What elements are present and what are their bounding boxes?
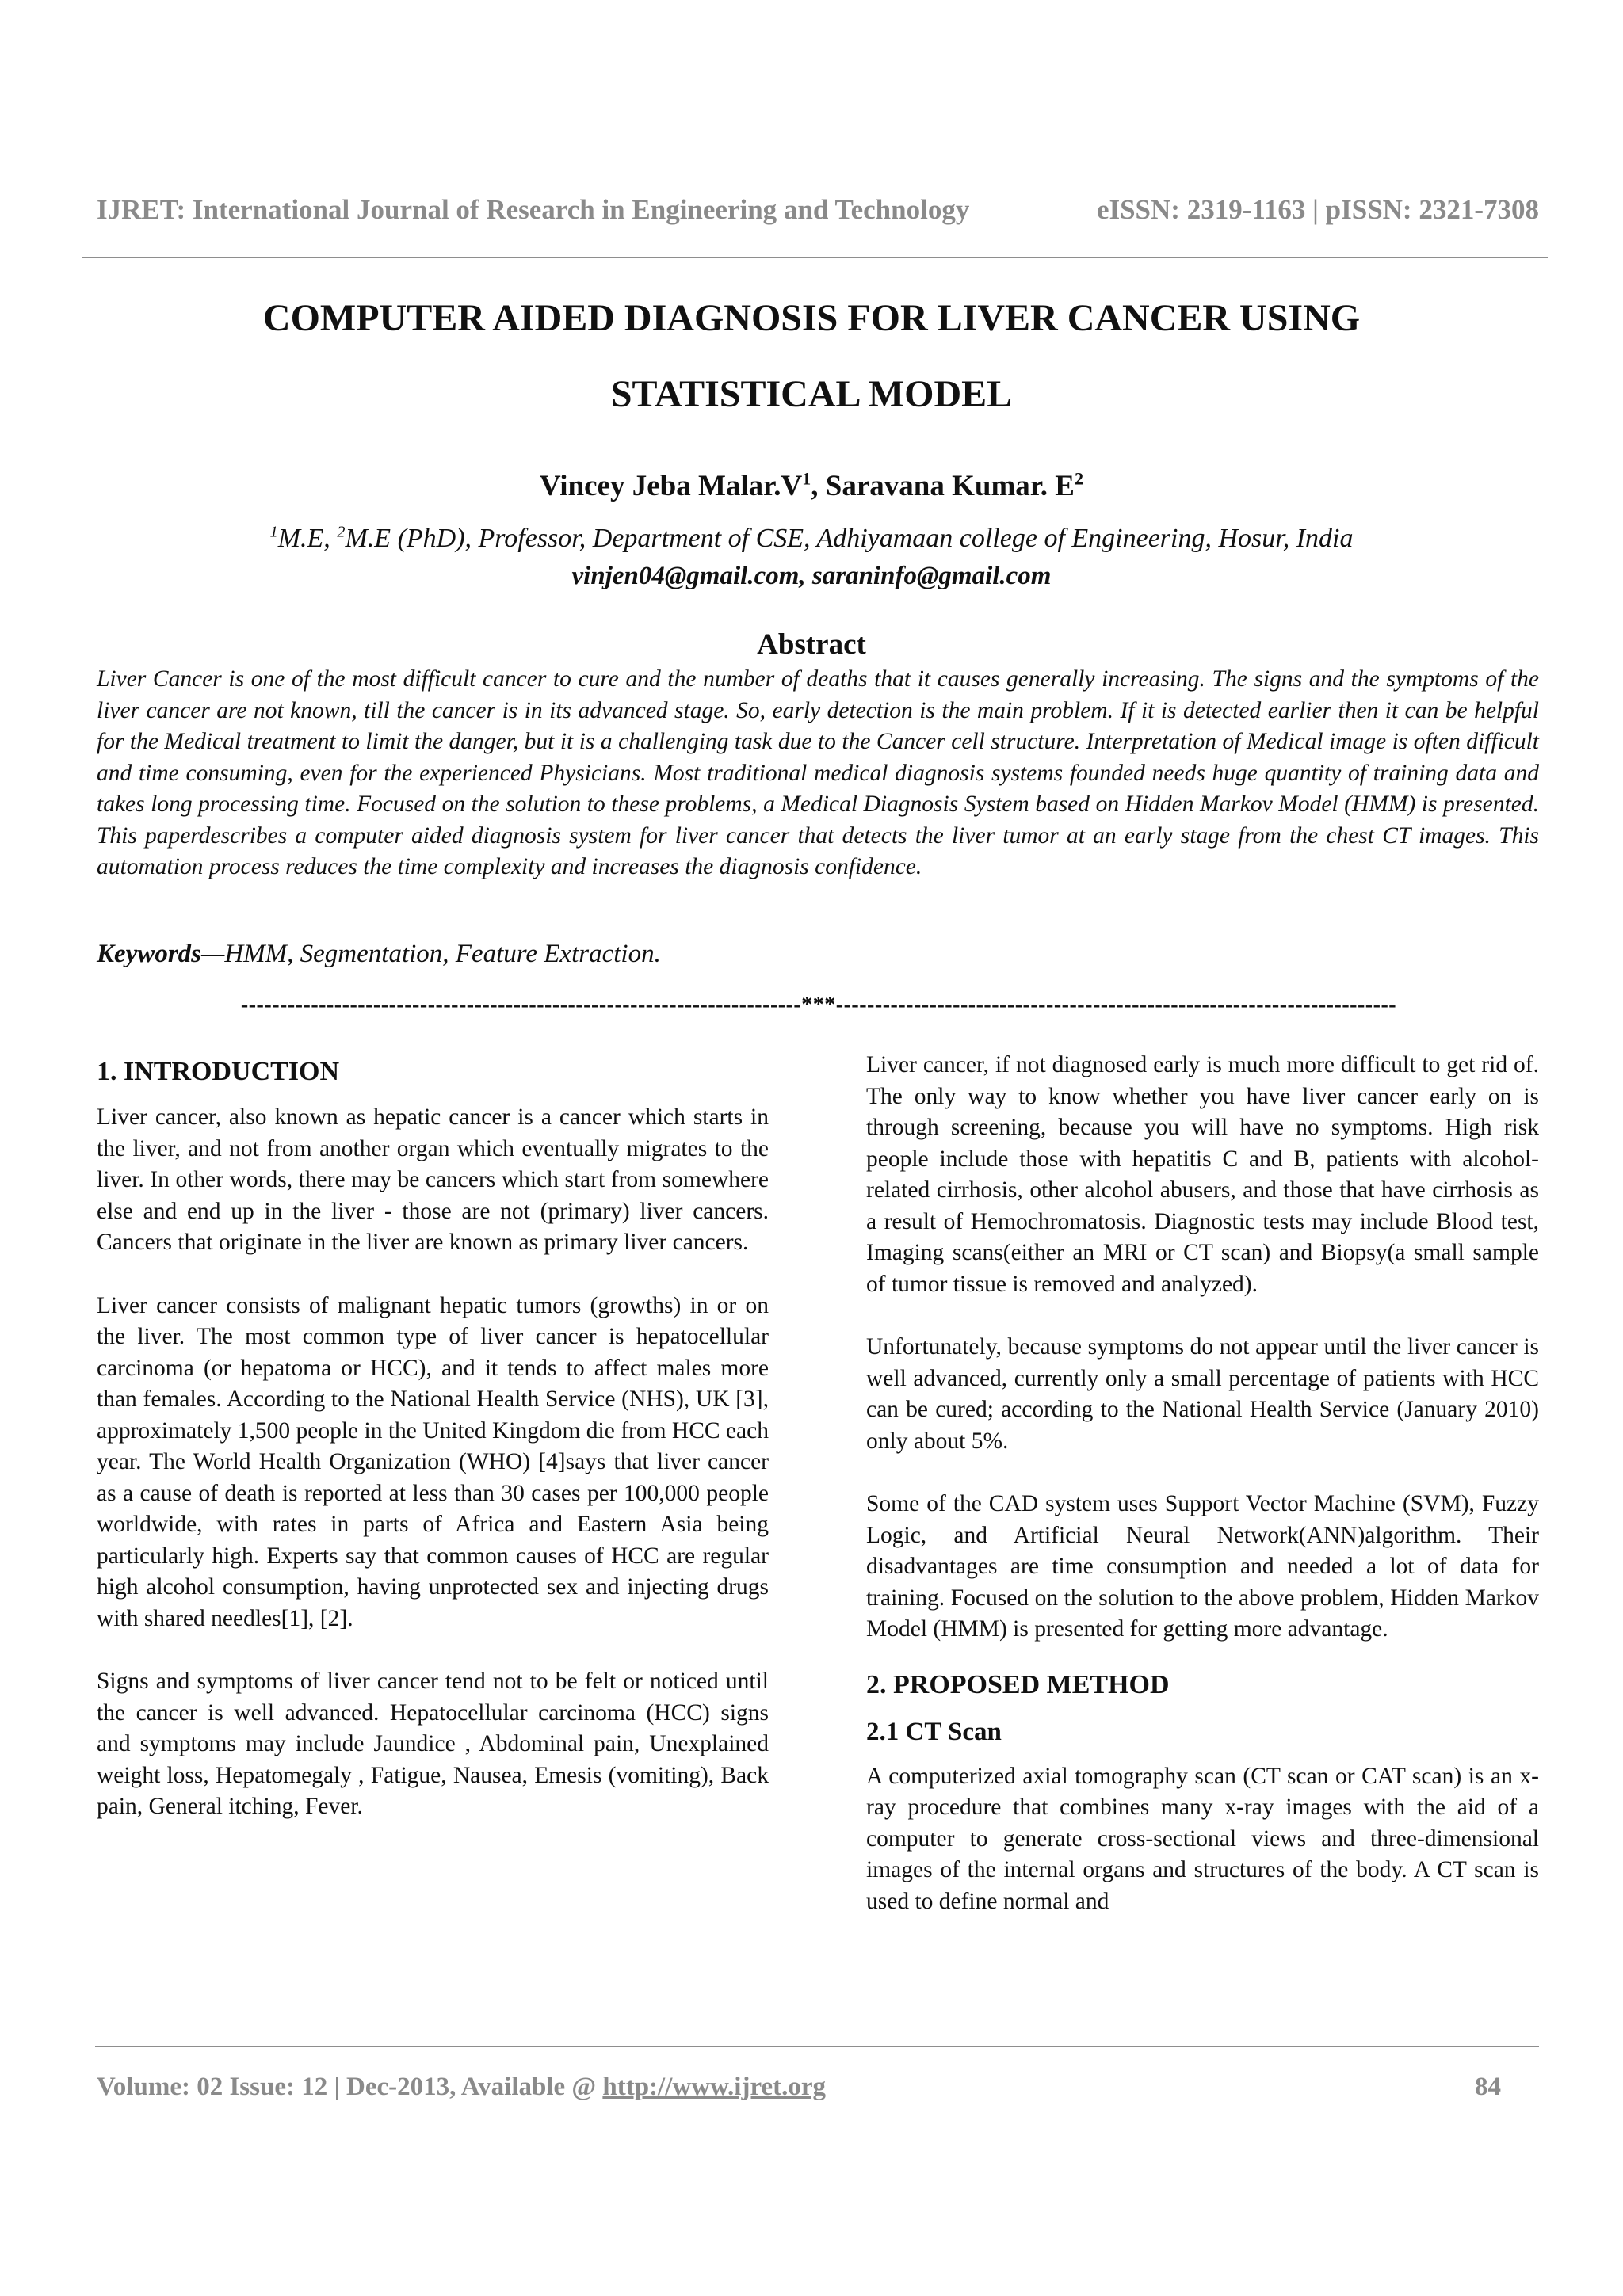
intro-paragraph-1: Liver cancer, also known as hepatic cancer is a cancer which starts in the liver, and not from another organ which eventually migrates to the liver. In other words, there may be cancers which start from somewhere else and end up in the liver - those are not (primary) liver cancers. Cancers that originate in the liver are known as primary liver cancers. (97, 1104, 769, 1255)
affil-details: M.E (PhD), Professor, Department of CSE, Adhiyamaan college of Engineering, Hosur, India (345, 524, 1354, 553)
footer-rule (95, 2046, 1539, 2047)
author-list (0, 468, 1623, 505)
author-emails (0, 560, 1623, 592)
intro-paragraph-6: Some of the CAD system uses Support Vector Machine (SVM), Fuzzy Logic, and Artificial Neural Network(ANN)algorithm. Their disadvantages are time consumption and needed a lot of data for training. Focused on the solution to the above problem, Hidden Markov Model (HMM) is presented for getting more advantage. (866, 1491, 1539, 1642)
affil-mark-2: 2 (337, 523, 346, 541)
header-rule (82, 257, 1548, 258)
keywords-line (97, 938, 1539, 970)
page-number: 84 (1475, 2073, 1501, 2101)
journal-url-link[interactable]: http://www.ijret.org (602, 2073, 827, 2101)
ct-scan-paragraph: A computerized axial tomography scan (CT scan or CAT scan) is an x-ray procedure that combines many x-ray images with the aid of a computer to generate cross-sectional views and three-dimensional images of the internal organs and structures of the body. A CT scan is used to define normal and (866, 1763, 1539, 1914)
proposed-method-heading: 2. PROPOSED METHOD (866, 1669, 1170, 1699)
intro-paragraph-2: Liver cancer consists of malignant hepatic tumors (growths) in or on the liver. The most common type of liver cancer is hepatocellular carcinoma (or hepatoma or HCC), and it tends to affect males more than females. According to the National Health Service (NHS), UK [3], approximately 1,500 people in the United Kingdom die from HCC each year. The World Health Organization (WHO) [4]says that liver cancer as a cause of death is reported at less than 30 cases per 100,000 people worldwide, with rates in parts of Africa and Eastern Asia being particularly high. Experts say that common causes of HCC are regular high alcohol consumption, having unprotected sex and injecting drugs with shared needles[1], [2]. (97, 1292, 769, 1631)
intro-paragraph-5: Unfortunately, because symptoms do not appear until the liver cancer is well advanced, currently only a small percentage of patients with HCC can be cured; according to the National Health Service (January 2010) only about 5%. (866, 1334, 1539, 1454)
abstract-text: Liver Cancer is one of the most difficult cancer to cure and the number of deaths that it causes generally increasing. The signs and the symptoms of the liver cancer are not known, till the cancer is in its advanced stage. So, early detection is the main problem. If it is detected earlier then it can be helpful for the Medical treatment to limit the danger, but it is a challenging task due to the Cancer cell structure. Interpretation of Medical image is often difficult and time consuming, even for the experienced Physicians. Most traditional medical diagnosis systems founded needs huge quantity of training data and takes long processing time. Focused on the solution to these problems, a Medical Diagnosis System based on Hidden Markov Model (HMM) is presented. This paperdescribes a computer aided diagnosis system for liver cancer that detects the liver tumor at an early stage from the chest CT images. This automation process reduces the time complexity and increases the diagnosis confidence. (97, 666, 1539, 879)
author-1-affil-mark: 1 (802, 468, 812, 489)
introduction-heading: 1. INTRODUCTION (97, 1057, 340, 1086)
author-separator: , (811, 470, 826, 502)
intro-paragraph-4: Liver cancer, if not diagnosed early is much more difficult to get rid of. The only way to know whether you have liver cancer early on is through screening, because you will have no symptoms. High risk people include those with hepatitis C and B, patients with alcohol-related cirrhosis, other alcohol abusers, and those that have cirrhosis as a result of Hemochromatosis. Diagnostic tests may include Blood test, Imaging scans(either an MRI or CT scan) and Biopsy(a small sample of tumor tissue is removed and analyzed). (866, 1052, 1539, 1297)
intro-paragraph-3: Signs and symptoms of liver cancer tend not to be felt or noticed until the cancer is well advanced. Hepatocellular carcinoma (HCC) signs and symptoms may include Jaundice , Abdominal pain, Unexplained weight loss, Hepatomegaly , Fatigue, Nausea, Emesis (vomiting), Back pain, General itching, Fever. (97, 1669, 769, 1819)
page-footer (97, 2070, 1539, 2103)
section-separator: ------------------------------------------------------------------------***------------------------------------------------------------------------ (240, 994, 1397, 1017)
abstract-heading: Abstract (757, 628, 866, 661)
affil-mark-1: 1 (269, 523, 278, 541)
paper-title-line-1: COMPUTER AIDED DIAGNOSIS FOR LIVER CANCER USING (262, 297, 1361, 339)
keywords-text: —HMM, Segmentation, Feature Extraction. (201, 940, 661, 968)
issn-info: eISSN: 2319-1163 | pISSN: 2321-7308 (1096, 194, 1539, 225)
author-1: Vincey Jeba Malar.V (539, 470, 803, 502)
author-2: Saravana Kumar. E (825, 470, 1075, 502)
affil-degree-1: M.E, (277, 524, 338, 553)
email-2[interactable]: saraninfo@gmail.com (812, 562, 1052, 590)
email-separator: , (799, 562, 812, 590)
volume-info: Volume: 02 Issue: 12 | Dec-2013, Available @ (97, 2073, 603, 2101)
left-column (97, 1050, 769, 1855)
paper-title-line-2: STATISTICAL MODEL (610, 373, 1013, 415)
email-1[interactable]: vinjen04@gmail.com (571, 562, 800, 590)
ct-scan-heading: 2.1 CT Scan (866, 1717, 1002, 1746)
right-column (866, 1050, 1539, 1949)
affiliation (0, 523, 1623, 555)
author-2-affil-mark: 2 (1074, 468, 1084, 489)
journal-name: IJRET: International Journal of Research in Engineering and Technology (97, 194, 970, 225)
keywords-label: Keywords (97, 940, 201, 968)
